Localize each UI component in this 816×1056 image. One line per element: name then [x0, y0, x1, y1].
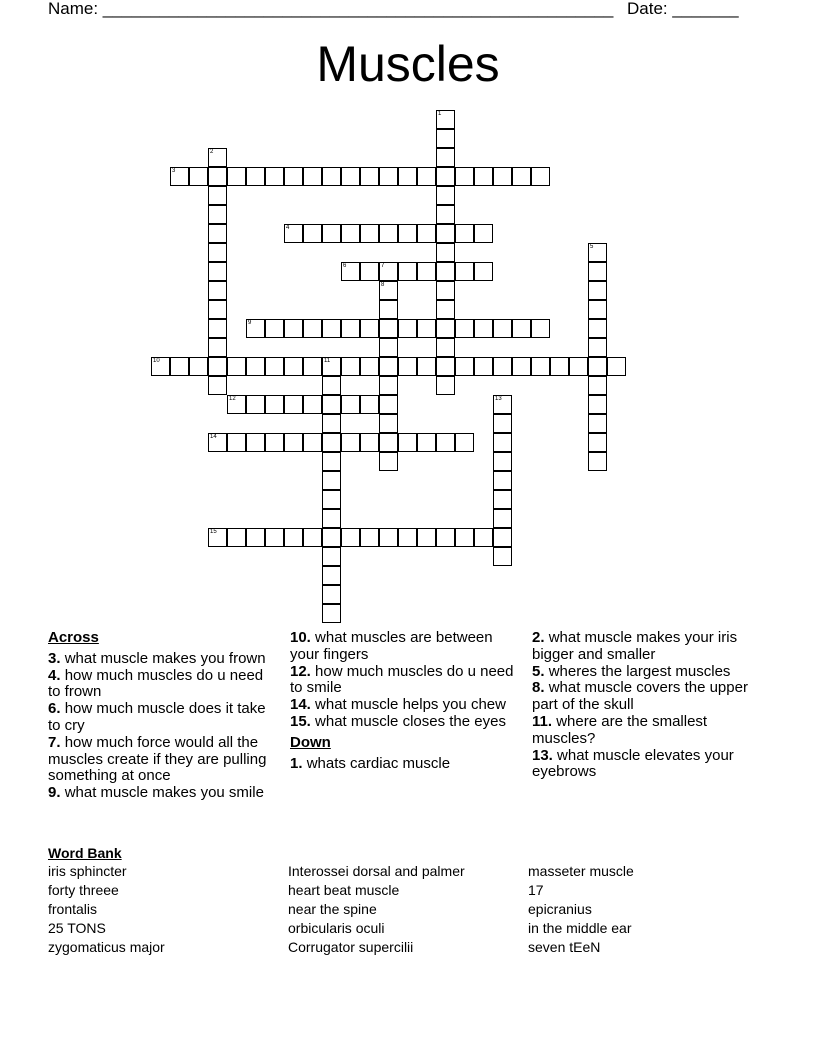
crossword-cell[interactable]	[341, 167, 360, 186]
crossword-cell[interactable]	[246, 357, 265, 376]
crossword-cell[interactable]	[284, 319, 303, 338]
crossword-cell[interactable]	[246, 433, 265, 452]
crossword-cell[interactable]	[208, 205, 227, 224]
crossword-cell[interactable]	[493, 452, 512, 471]
across-clue-12: 12. how much muscles do u need to smile	[290, 662, 514, 697]
crossword-cell[interactable]	[588, 262, 607, 281]
crossword-cell[interactable]	[379, 433, 398, 452]
crossword-cell[interactable]	[322, 604, 341, 623]
crossword-cell[interactable]	[379, 319, 398, 338]
word-bank-item: near the spine	[288, 901, 377, 917]
crossword-cell[interactable]	[341, 262, 360, 281]
crossword-cell[interactable]	[531, 357, 550, 376]
crossword-cell[interactable]	[398, 433, 417, 452]
crossword-cell[interactable]	[208, 357, 227, 376]
crossword-cell[interactable]	[379, 262, 398, 281]
crossword-cell[interactable]	[417, 528, 436, 547]
crossword-cell[interactable]	[246, 319, 265, 338]
clues-column-3	[532, 630, 762, 781]
crossword-cell[interactable]	[322, 471, 341, 490]
crossword-cell[interactable]	[322, 376, 341, 395]
across-clue-6: 6. how much muscle does it take to cry	[48, 700, 266, 734]
crossword-cell[interactable]	[493, 490, 512, 509]
crossword-cell[interactable]	[398, 528, 417, 547]
word-bank-heading: Word Bank	[48, 845, 122, 861]
crossword-cell[interactable]	[531, 167, 550, 186]
crossword-cell[interactable]	[379, 281, 398, 300]
crossword-cell[interactable]	[436, 376, 455, 395]
crossword-cell[interactable]	[474, 262, 493, 281]
down-clue-5: 5. wheres the largest muscles	[532, 662, 731, 680]
crossword-cell[interactable]	[417, 262, 436, 281]
crossword-cell[interactable]	[322, 490, 341, 509]
across-clue-14: 14. what muscle helps you chew	[290, 696, 506, 714]
clues-column-2	[290, 630, 520, 772]
name-field-label: Name: ______________________________________________________	[48, 0, 614, 18]
crossword-cell[interactable]	[303, 357, 322, 376]
crossword-cell[interactable]	[436, 148, 455, 167]
crossword-cell[interactable]	[455, 357, 474, 376]
crossword-cell[interactable]	[360, 167, 379, 186]
crossword-cell[interactable]	[208, 167, 227, 186]
crossword-cell[interactable]	[322, 414, 341, 433]
clue-number: 9	[248, 320, 252, 326]
crossword-cell[interactable]	[588, 357, 607, 376]
crossword-cell[interactable]	[474, 528, 493, 547]
crossword-cell[interactable]	[322, 509, 341, 528]
page-title: Muscles	[316, 36, 500, 92]
crossword-cell[interactable]	[493, 357, 512, 376]
word-bank-item: 17	[528, 882, 544, 898]
crossword-cell[interactable]	[436, 319, 455, 338]
across-heading: Across	[48, 629, 99, 646]
clue-number: 2	[210, 149, 214, 155]
crossword-cell[interactable]	[436, 338, 455, 357]
clue-number: 1	[438, 111, 442, 117]
crossword-cell[interactable]	[493, 414, 512, 433]
crossword-cell[interactable]	[493, 547, 512, 566]
crossword-cell[interactable]	[265, 395, 284, 414]
crossword-cell[interactable]	[493, 319, 512, 338]
crossword-cell[interactable]	[341, 433, 360, 452]
down-clue-1: 1. whats cardiac muscle	[290, 754, 451, 772]
crossword-cell[interactable]	[588, 395, 607, 414]
crossword-cell[interactable]	[436, 110, 455, 129]
down-clue-11: 11. where are the smallest muscles?	[532, 712, 708, 747]
crossword-cell[interactable]	[265, 357, 284, 376]
across-clue-9: 9. what muscle makes you smile	[48, 784, 264, 802]
crossword-cell[interactable]	[208, 433, 227, 452]
word-bank-item: forty threee	[48, 882, 119, 898]
crossword-cell[interactable]	[265, 167, 284, 186]
word-bank-item: frontalis	[48, 901, 98, 917]
crossword-cell[interactable]	[474, 167, 493, 186]
down-heading: Down	[290, 733, 331, 751]
crossword-cell[interactable]	[417, 224, 436, 243]
crossword-cell[interactable]	[227, 167, 246, 186]
crossword-cell[interactable]	[379, 395, 398, 414]
across-clue-10: 10. what muscles are between your fingers	[290, 629, 493, 663]
word-bank-item: zygomaticus major	[48, 939, 165, 955]
crossword-cell[interactable]	[360, 357, 379, 376]
crossword-cell[interactable]	[265, 528, 284, 547]
crossword-cell[interactable]	[588, 376, 607, 395]
crossword-cell[interactable]	[322, 547, 341, 566]
crossword-cell[interactable]	[322, 585, 341, 604]
crossword-cell[interactable]	[379, 300, 398, 319]
crossword-cell[interactable]	[417, 319, 436, 338]
across-clue-4: 4. how much muscles do u need to frown	[48, 666, 264, 701]
crossword-cell[interactable]	[341, 395, 360, 414]
crossword-cell[interactable]	[322, 224, 341, 243]
crossword-cell[interactable]	[151, 357, 170, 376]
crossword-cell[interactable]	[208, 338, 227, 357]
crossword-cell[interactable]	[227, 528, 246, 547]
crossword-cell[interactable]	[588, 338, 607, 357]
crossword-cell[interactable]	[246, 528, 265, 547]
crossword-cell[interactable]	[398, 357, 417, 376]
crossword-cell[interactable]	[512, 357, 531, 376]
crossword-cell[interactable]	[303, 319, 322, 338]
word-bank-item: Interossei dorsal and palmer	[288, 863, 465, 879]
word-bank-item: iris sphincter	[48, 863, 127, 879]
crossword-cell[interactable]	[588, 281, 607, 300]
crossword-cell[interactable]	[474, 357, 493, 376]
crossword-cell[interactable]	[360, 395, 379, 414]
word-bank-item: in the middle ear	[528, 920, 632, 936]
crossword-cell[interactable]	[379, 224, 398, 243]
crossword-cell[interactable]	[208, 148, 227, 167]
crossword-cell[interactable]	[303, 167, 322, 186]
word-bank-item: masseter muscle	[528, 863, 634, 879]
clue-number: 5	[590, 244, 594, 250]
crossword-cell[interactable]	[284, 433, 303, 452]
crossword-cell[interactable]	[436, 129, 455, 148]
crossword-cell[interactable]	[379, 338, 398, 357]
crossword-cell[interactable]	[417, 167, 436, 186]
down-clue-13: 13. what muscle elevates your eyebrows	[532, 746, 734, 781]
word-bank-item: heart beat muscle	[288, 882, 400, 898]
crossword-cell[interactable]	[265, 433, 284, 452]
crossword-cell[interactable]	[398, 167, 417, 186]
crossword-cell[interactable]	[455, 528, 474, 547]
word-bank-item: 25 TONS	[48, 920, 106, 936]
date-field-label: Date: _______	[627, 0, 739, 18]
crossword-cell[interactable]	[417, 433, 436, 452]
crossword-cell[interactable]	[208, 528, 227, 547]
clue-number: 8	[381, 282, 385, 288]
crossword-cell[interactable]	[189, 357, 208, 376]
crossword-cell[interactable]	[322, 319, 341, 338]
crossword-cell[interactable]	[246, 167, 265, 186]
clue-number: 15	[210, 529, 217, 535]
crossword-cell[interactable]	[493, 395, 512, 414]
crossword-cell[interactable]	[455, 319, 474, 338]
across-clue-3: 3. what muscle makes you frown	[48, 649, 266, 667]
crossword-cell[interactable]	[322, 452, 341, 471]
crossword-cell[interactable]	[493, 433, 512, 452]
crossword-cell[interactable]	[588, 433, 607, 452]
word-bank-item: orbicularis oculi	[288, 920, 385, 936]
crossword-cell[interactable]	[436, 300, 455, 319]
across-clue-7: 7. how much force would all the muscles create if they are pulling something at once	[48, 733, 267, 785]
crossword-cell[interactable]	[208, 319, 227, 338]
crossword-cell[interactable]	[588, 319, 607, 338]
crossword-cell[interactable]	[170, 167, 189, 186]
crossword-cell[interactable]	[360, 433, 379, 452]
crossword-cell[interactable]	[436, 262, 455, 281]
crossword-cell[interactable]	[455, 224, 474, 243]
crossword-cell[interactable]	[265, 319, 284, 338]
crossword-cell[interactable]	[493, 528, 512, 547]
crossword-cell[interactable]	[455, 262, 474, 281]
crossword-cell[interactable]	[474, 224, 493, 243]
crossword-cell[interactable]	[493, 509, 512, 528]
crossword-cell[interactable]	[531, 319, 550, 338]
crossword-cell[interactable]	[208, 243, 227, 262]
crossword-cell[interactable]	[227, 433, 246, 452]
crossword-cell[interactable]	[493, 471, 512, 490]
clue-number: 6	[343, 263, 347, 269]
clues-column-1	[48, 630, 278, 802]
word-bank-item: epicranius	[528, 901, 592, 917]
clue-number: 10	[153, 358, 160, 364]
crossword-cell[interactable]	[569, 357, 588, 376]
crossword-cell[interactable]	[588, 300, 607, 319]
crossword-cell[interactable]	[474, 319, 493, 338]
crossword-cell[interactable]	[208, 300, 227, 319]
crossword-cell[interactable]	[436, 224, 455, 243]
clue-number: 13	[495, 396, 502, 402]
crossword-cell[interactable]	[360, 224, 379, 243]
crossword-cell[interactable]	[360, 528, 379, 547]
crossword-cell[interactable]	[227, 357, 246, 376]
crossword-cell[interactable]	[493, 167, 512, 186]
crossword-cell[interactable]	[436, 433, 455, 452]
crossword-cell[interactable]	[322, 566, 341, 585]
crossword-cell[interactable]	[322, 167, 341, 186]
crossword-cell[interactable]	[512, 167, 531, 186]
crossword-cell[interactable]	[303, 224, 322, 243]
clue-number: 11	[324, 358, 331, 364]
crossword-cell[interactable]	[417, 357, 436, 376]
crossword-cell[interactable]	[379, 357, 398, 376]
clue-number: 12	[229, 396, 236, 402]
crossword-cell[interactable]	[322, 433, 341, 452]
word-bank-item: seven tEeN	[528, 939, 601, 955]
crossword-cell[interactable]	[341, 224, 360, 243]
across-clue-15: 15. what muscle closes the eyes	[290, 712, 506, 730]
crossword-cell[interactable]	[379, 167, 398, 186]
crossword-cell[interactable]	[284, 224, 303, 243]
crossword-cell[interactable]	[455, 167, 474, 186]
crossword-cell[interactable]	[208, 262, 227, 281]
crossword-cell[interactable]	[607, 357, 626, 376]
crossword-cell[interactable]	[341, 319, 360, 338]
crossword-cell[interactable]	[436, 357, 455, 376]
word-bank-item: Corrugator supercilii	[288, 939, 414, 955]
crossword-cell[interactable]	[436, 281, 455, 300]
crossword-cell[interactable]	[322, 357, 341, 376]
crossword-cell[interactable]	[208, 224, 227, 243]
crossword-cell[interactable]	[303, 395, 322, 414]
clue-number: 14	[210, 434, 217, 440]
down-clue-2: 2. what muscle makes your iris bigger and smaller	[532, 629, 738, 663]
crossword-cell[interactable]	[379, 528, 398, 547]
crossword-cell[interactable]	[170, 357, 189, 376]
crossword-cell[interactable]	[284, 357, 303, 376]
crossword-cell[interactable]	[379, 452, 398, 471]
crossword-cell[interactable]	[455, 433, 474, 452]
crossword-cell[interactable]	[398, 262, 417, 281]
crossword-cell[interactable]	[322, 395, 341, 414]
crossword-cell[interactable]	[436, 205, 455, 224]
crossword-cell[interactable]	[341, 528, 360, 547]
clue-number: 4	[286, 225, 290, 231]
crossword-cell[interactable]	[379, 414, 398, 433]
crossword-cell[interactable]	[284, 528, 303, 547]
crossword-cell[interactable]	[341, 357, 360, 376]
crossword-cell[interactable]	[588, 414, 607, 433]
crossword-cell[interactable]	[436, 528, 455, 547]
crossword-cell[interactable]	[189, 167, 208, 186]
crossword-cell[interactable]	[436, 186, 455, 205]
crossword-cell[interactable]	[550, 357, 569, 376]
crossword-cell[interactable]	[360, 262, 379, 281]
crossword-cell[interactable]	[436, 243, 455, 262]
crossword-cell[interactable]	[208, 281, 227, 300]
crossword-cell[interactable]	[360, 319, 379, 338]
crossword-cell[interactable]	[588, 452, 607, 471]
crossword-cell[interactable]	[588, 243, 607, 262]
crossword-cell[interactable]	[398, 319, 417, 338]
crossword-cell[interactable]	[303, 433, 322, 452]
crossword-cell[interactable]	[379, 376, 398, 395]
crossword-cell[interactable]	[208, 376, 227, 395]
crossword-cell[interactable]	[246, 395, 265, 414]
clue-number: 3	[172, 168, 176, 174]
crossword-cell[interactable]	[322, 528, 341, 547]
crossword-cell[interactable]	[284, 395, 303, 414]
crossword-cell[interactable]	[284, 167, 303, 186]
clue-number: 7	[381, 263, 385, 269]
crossword-cell[interactable]	[398, 224, 417, 243]
crossword-cell[interactable]	[208, 186, 227, 205]
down-clue-8: 8. what muscle covers the upper part of the skull	[532, 679, 748, 714]
crossword-cell[interactable]	[303, 528, 322, 547]
crossword-cell[interactable]	[512, 319, 531, 338]
crossword-cell[interactable]	[436, 167, 455, 186]
crossword-cell[interactable]	[227, 395, 246, 414]
